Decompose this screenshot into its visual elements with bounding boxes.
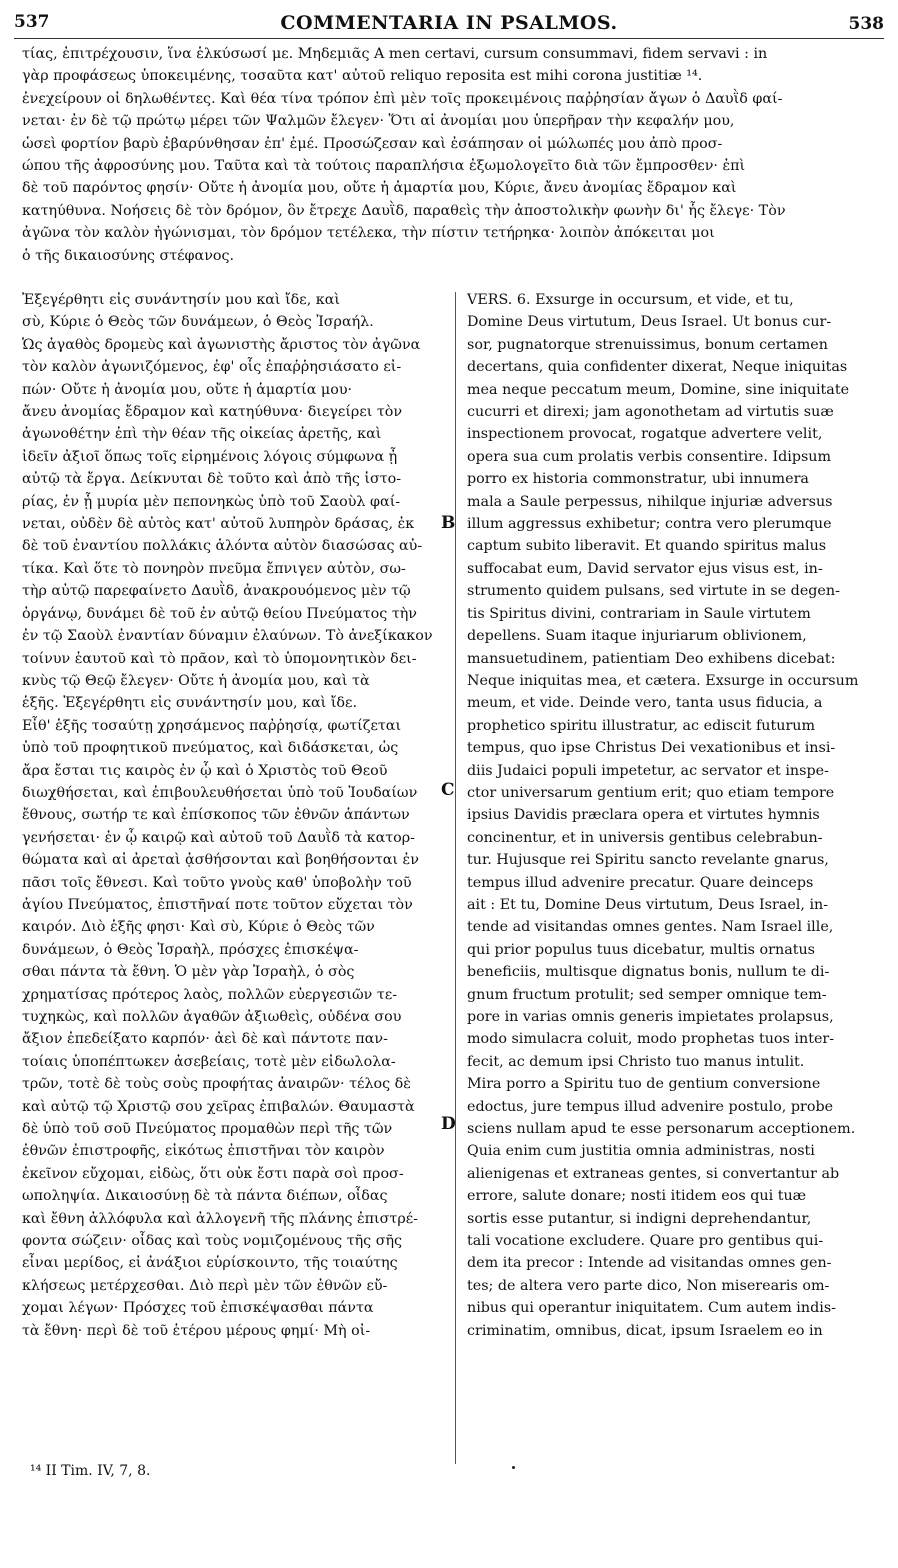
page-header — [14, 10, 884, 39]
greek-text-line: Εἶθ' ἑξῆς τοσαύτῃ χρησάμενος παῤῥησίᾳ, φωτίζεται — [22, 717, 402, 734]
text-line: ώπου τῆς ἀφροσύνης μου. Ταῦτα καὶ τὰ τούτοις παραπλήσια ἐξωμολογεῖτο διὰ τῶν ἔμπροσθεν· ἐπὶ — [22, 158, 746, 175]
latin-text-line: alienigenas et extraneas gentes, si convertantur ab — [467, 1165, 840, 1182]
greek-text-line: δὲ ὑπὸ τοῦ σοῦ Πνεύματος προμαθὼν περὶ τῆς τῶν — [22, 1121, 393, 1138]
running-title: COMMENTARIA IN PSALMOS. — [280, 12, 618, 34]
greek-text-line: ἐν τῷ Σαοὺλ ἐναντίαν δύναμιν ἐλαύνων. Τὸ ἀνεξίκακον — [22, 628, 433, 645]
greek-text-line: χρηματίσας πρότερος λαὸς, πολλῶν εὐεργεσιῶν τε- — [22, 986, 398, 1003]
greek-text-line: ὀργάνῳ, δυνάμει δὲ τοῦ ἐν αὐτῷ θείου Πνεύματος τὴν — [22, 605, 417, 622]
latin-text-line: gnum fructum protulit; sed semper omnique tem- — [467, 986, 827, 1003]
greek-text-line: δυνάμεων, ὁ Θεὸς Ἰσραὴλ, πρόσχες ἐπισκέψα- — [22, 941, 359, 958]
greek-text-line: τίκα. Καὶ ὅτε τὸ πονηρὸν πνεῦμα ἔπνιγεν αὐτὸν, σω- — [22, 560, 406, 577]
latin-text-line: depellens. Suam itaque injuriarum oblivionem, — [467, 628, 807, 645]
latin-text-line: Domine Deus virtutum, Deus Israel. Ut bonus cur- — [467, 314, 832, 331]
greek-text-line: φοντα σώζειν· οἶδας καὶ τοὺς νομιζομένους τῆς σῆς — [22, 1233, 403, 1250]
greek-text-line: εἶναι μερίδος, εἰ ἀνάξιοι εὑρίσκοιντο, τῆς τοιαύτης — [22, 1255, 398, 1272]
top-paragraph — [22, 43, 882, 267]
text-line: ἐνεχείρουν οἱ δηλωθέντες. Καὶ θέα τίνα τρόπον ἐπὶ μὲν τοῖς προκειμένοις παῤῥησίαν ἄγων ὁ Δαυῒδ φαί- — [22, 90, 783, 107]
greek-text-line: τοίαις ὑποπέπτωκεν ἀσεβείαις, τοτὲ μὲν εἰδωλολα- — [22, 1053, 396, 1070]
greek-text-line: ἑξῆς. Ἐξεγέρθητι εἰς συνάντησίν μου, καὶ ἴδε. — [22, 695, 357, 712]
footnote: ¹⁴ II Tim. IV, 7, 8. — [30, 1463, 151, 1479]
greek-text-line: καιρόν. Διὸ ἑξῆς φησι· Καὶ σὺ, Κύριε ὁ Θεὸς τῶν — [22, 919, 375, 936]
latin-text-line: prophetico spiritu illustratur, ac ediscit futurum — [467, 717, 816, 734]
greek-text-line: καὶ ἔθνη ἀλλόφυλα καὶ ἀλλογενῆ τῆς πλάνης ἐπιστρέ- — [22, 1210, 418, 1227]
greek-text-line: τρῶν, τοτὲ δὲ τοὺς σοὺς προφήτας ἀναιρῶν· τέλος δὲ — [22, 1076, 411, 1093]
greek-text-line: ἔθνους, σωτήρ τε καὶ ἐπίσκοπος τῶν ἐθνῶν ἁπάντων — [22, 807, 410, 824]
greek-text-line: διωχθήσεται, καὶ ἐπιβουλευθήσεται ὑπὸ τοῦ Ἰουδαίων — [22, 784, 418, 801]
greek-text-line: ἐκεῖνον εὔχομαι, εἰδὼς, ὅτι οὐκ ἔστι παρὰ σοὶ προσ- — [22, 1165, 404, 1182]
greek-text-line: ἄξιον ἐπεδείξατο καρπόν· ἀεὶ δὲ καὶ πάντοτε παν- — [22, 1031, 388, 1048]
latin-text-line: suffocabat eum, David servator ejus visus est, in- — [467, 560, 823, 577]
text-line: κατηύθυνα. Νοήσεις δὲ τὸν δρόμον, ὃν ἔτρεχε Δαυῒδ, παραθεὶς τὴν ἀποστολικὴν φωνὴν δι' ἧς ἔλεγε· Τὸν — [22, 202, 786, 219]
latin-text-line: meum, et vide. Deinde vero, tanta usus fiducia, a — [467, 695, 823, 712]
latin-text-line: sor, pugnatorque strenuissimus, bonum certamen — [467, 336, 828, 353]
latin-text-line: edoctus, jure tempus illud advenire postulo, probe — [467, 1098, 834, 1115]
latin-text-line: sortis esse putantur, si indigni deprehendantur, — [467, 1210, 812, 1227]
latin-text-line: mala a Saule perpessus, nihilque injuriæ adversus — [467, 493, 833, 510]
latin-text-line: tempus, quo ipse Christus Dei vexationibus et insi- — [467, 740, 836, 757]
greek-text-line: χομαι λέγων· Πρόσχες τοῦ ἐπισκέψασθαι πάντα — [22, 1300, 374, 1317]
latin-text-line: tende ad visitandas omnes gentes. Nam Israel ille, — [467, 919, 834, 936]
latin-text-line: tur. Hujusque rei Spiritu sancto revelante gnarus, — [467, 852, 829, 869]
margin-letter-c: C — [441, 780, 455, 800]
greek-text-line: ἄνευ ἀνομίας ἔδραμον καὶ κατηύθυνα· διεγείρει τὸν — [22, 404, 403, 421]
margin-letter-d: D — [441, 1114, 456, 1134]
page-number-left: 537 — [14, 12, 50, 32]
latin-text-line: pore in varias omnis generis impietates prolapsus, — [467, 1009, 834, 1025]
margin-letter-b: B — [441, 513, 456, 533]
greek-text-line: σὺ, Κύριε ὁ Θεὸς τῶν δυνάμεων, ὁ Θεὸς Ἰσραήλ. — [22, 314, 374, 331]
latin-text-line: tempus illud advenire precatur. Quare deinceps — [467, 874, 814, 891]
latin-text-line: tali vocatione excludere. Quare pro gentibus qui- — [467, 1233, 824, 1250]
latin-text-line: diis Judaici populi impetetur, ac servator et inspe- — [467, 762, 829, 779]
latin-text-line: fecit, ac demum ipsi Christo tuo manus intulit. — [467, 1053, 805, 1070]
latin-text-line: tis Spiritus divini, contrariam in Saule virtutem — [467, 605, 811, 622]
print-speck — [512, 1466, 515, 1469]
latin-text-line: qui prior populus tuus dicebatur, multis ornatus — [467, 941, 816, 958]
text-line: ἀγῶνα τὸν καλὸν ἠγώνισμαι, τὸν δρόμον τετέλεκα, τὴν πίστιν τετήρηκα· λοιπὸν ἀπόκειται μοι — [22, 225, 715, 242]
greek-text-line: νεται, οὐδὲν δὲ αὐτὸς κατ' αὐτοῦ λυπηρὸν δράσας, ἐκ — [22, 516, 415, 533]
latin-text-line: mansuetudinem, patientiam Deo exhibens dicebat: — [467, 650, 836, 667]
latin-text-line: cucurri et direxi; jam agonothetam ad virtutis suæ — [467, 404, 834, 421]
greek-text-line: ωποληψία. Δικαιοσύνῃ δὲ τὰ πάντα διέπων, οἶδας — [22, 1188, 388, 1205]
greek-text-line: κλήσεως μετέρχεσθαι. Διὸ περὶ μὲν τῶν ἐθνῶν εὔ- — [22, 1277, 388, 1294]
greek-text-line: ὑπὸ τοῦ προφητικοῦ πνεύματος, καὶ διδάσκεται, ὡς — [22, 740, 399, 757]
text-line: ὡσεὶ φορτίον βαρὺ ἐβαρύνθησαν ἐπ' ἐμέ. Προσώζεσαν καὶ ἐσάπησαν οἱ μώλωπές μου ἀπὸ προσ- — [22, 135, 723, 152]
latin-text-line: tes; de altera vero parte dico, Non miserearis om- — [467, 1277, 830, 1294]
greek-text-line: κνὺς τῷ Θεῷ ἔλεγεν· Οὔτε ἡ ἀνομία μου, καὶ τὰ — [22, 672, 370, 689]
latin-text-line: captum subito liberavit. Et quando spiritus malus — [467, 538, 827, 555]
greek-text-line: αὐτῷ τὰ ἔργα. Δείκνυται δὲ τοῦτο καὶ ἀπὸ τῆς ἱστο- — [22, 471, 402, 488]
greek-text-line: τὸν καλὸν ἀγωνιζόμενος, ἐφ' οἷς ἐπαῤῥησιάσατο εἰ- — [22, 359, 402, 376]
latin-text-line: nibus qui operantur iniquitatem. Cum autem indis- — [467, 1300, 836, 1317]
latin-text-line: inspectionem provocat, rogatque advertere velit, — [467, 426, 823, 443]
greek-text-line: πών· Οὔτε ἡ ἀνομία μου, οὔτε ἡ ἁμαρτία μου· — [22, 381, 353, 398]
greek-text-line: ἁγίου Πνεύματος, ἐπιστῆναί ποτε τοῦτον εὔχεται τὸν — [22, 896, 413, 913]
latin-text-line: ait : Et tu, Domine Deus virtutum, Deus Israel, in- — [467, 896, 829, 913]
text-line: νεται· ἐν δὲ τῷ πρώτῳ μέρει τῶν Ψαλμῶν ἔλεγεν· Ὅτι αἱ ἀνομίαι μου ὑπερῆραν τὴν κεφαλήν μου, — [22, 113, 735, 130]
latin-text-line: porro ex historia commonstratur, ubi innumera — [467, 471, 809, 488]
text-line: γὰρ προφάσεως ὑποκειμένης, τοσαῦτα κατ' αὐτοῦ reliquo reposita est mihi corona justitiæ ¹⁴. — [22, 68, 703, 85]
greek-text-line: τὰ ἔθνη· περὶ δὲ τοῦ ἑτέρου μέρους φημί· Μὴ οἰ- — [22, 1322, 371, 1339]
greek-text-line: ρίας, ἐν ᾗ μυρία μὲν πεπονηκὼς ὑπὸ τοῦ Σαοὺλ φαί- — [22, 493, 401, 510]
greek-text-line: ἐθνῶν ἐπιστροφῆς, εἰκότως ἐπιστῆναι τὸν καιρὸν — [22, 1143, 385, 1160]
greek-text-line: δὲ τοῦ ἐναντίου πολλάκις ἁλόντα αὐτὸν διασώσας αὐ- — [22, 538, 423, 555]
greek-text-line: Ὡς ἀγαθὸς δρομεὺς καὶ ἀγωνιστὴς ἄριστος τὸν ἀγῶνα — [22, 336, 421, 353]
latin-text-line: ipsius Davidis præclara opera et virtutes hymnis — [467, 807, 820, 824]
latin-text-line: concinentur, et in universis gentibus celebrabun- — [467, 829, 823, 846]
page-number-right: 538 — [848, 14, 884, 34]
latin-text-line: mea neque peccatum meum, Domine, sine iniquitate — [467, 381, 850, 398]
latin-text-line: ctor universarum gentium erit; quo etiam tempore — [467, 784, 835, 801]
latin-text-line: strumento quidem pulsans, sed virtute in se degen- — [467, 583, 840, 600]
latin-text-line: criminatim, omnibus, dicat, ipsum Israelem eo in — [467, 1322, 823, 1339]
latin-text-line: beneficiis, multisque dignatus bonis, nullum te di- — [467, 964, 830, 981]
greek-text-line: ἄρα ἔσται τις καιρὸς ἐν ᾧ καὶ ὁ Χριστὸς τοῦ Θεοῦ — [22, 762, 388, 779]
text-line: ὁ τῆς δικαιοσύνης στέφανος. — [22, 247, 235, 264]
greek-text-line: καὶ αὐτῷ τῷ Χριστῷ σου χεῖρας ἐπιβαλών. Θαυμαστὰ — [22, 1098, 415, 1115]
greek-text-line: πᾶσι τοῖς ἔθνεσι. Καὶ τοῦτο γνοὺς καθ' ὑποβολὴν τοῦ — [22, 874, 412, 891]
latin-text-line: Mira porro a Spiritu tuo de gentium conversione — [467, 1076, 821, 1093]
text-line: δὲ τοῦ παρόντος φησίν· Οὔτε ἡ ἀνομία μου, οὔτε ἡ ἁμαρτία μου, Κύριε, ἄνευ ἀνομίας ἔδραμον καὶ — [22, 180, 737, 197]
latin-text-line: decertans, quia confidenter dixerat, Neque iniquitas — [467, 359, 848, 376]
latin-text-line: opera sua cum prolatis verbis consentire. Idipsum — [467, 448, 832, 465]
latin-text-line: errore, salute donare; nosti itidem eos qui tuæ — [467, 1188, 807, 1205]
greek-text-line: τὴρ αὐτῷ παρεφαίνετο Δαυῒδ, ἀνακρουόμενος μὲν τῷ — [22, 583, 411, 600]
greek-text-line: σθαι πάντα τὰ ἔθνη. Ὁ μὲν γὰρ Ἰσραὴλ, ὁ σὸς — [22, 964, 355, 981]
latin-text-line: sciens nullam apud te esse personarum acceptionem. — [467, 1121, 856, 1138]
greek-text-line: Ἐξεγέρθητι εἰς συνάντησίν μου καὶ ἴδε, καὶ — [22, 292, 340, 308]
latin-text-line: dem ita precor : Intende ad visitandas omnes gen- — [467, 1255, 832, 1272]
latin-text-line: Neque iniquitas mea, et cætera. Exsurge in occursum — [467, 672, 859, 689]
text-line: τίας, ἐπιτρέχουσιν, ἵνα ἑλκύσωσί με. Μηδεμιᾶς A men certavi, cursum consummavi, fidem servavi : in — [22, 46, 768, 62]
latin-text-line: Quia enim cum justitia omnia administras, nosti — [467, 1143, 815, 1160]
greek-text-line: θώματα καὶ αἱ ἀρεταὶ ᾀσθήσονται καὶ βοηθήσονται ἐν — [22, 852, 419, 869]
column-separator — [455, 292, 456, 1464]
latin-column — [467, 289, 880, 1342]
greek-text-line: τυχηκὼς, καὶ πολλῶν ἀγαθῶν ἀξιωθεὶς, οὐδένα σου — [22, 1009, 402, 1025]
greek-text-line: γενήσεται· ἐν ᾧ καιρῷ καὶ αὐτοῦ τοῦ Δαυῒδ τὰ κατορ- — [22, 829, 416, 846]
greek-text-line: τοίνυν ἑαυτοῦ καὶ τὸ πρᾶον, καὶ τὸ ὑπομονητικὸν δει- — [22, 650, 417, 667]
latin-text-line: modo simulacra coluit, modo prophetas tuos inter- — [467, 1031, 835, 1048]
greek-text-line: ἀγωνοθέτην ἐπὶ τὴν θέαν τῆς οἰκείας ἀρετῆς, καὶ — [22, 426, 382, 443]
latin-text-line: VERS. 6. Exsurge in occursum, et vide, et tu, — [467, 292, 794, 308]
greek-column — [22, 289, 442, 1342]
greek-text-line: ἰδεῖν ἀξιοῖ ὅπως τοῖς εἰρημένοις λόγοις σύμφωνα ᾖ — [22, 448, 398, 465]
latin-text-line: illum aggressus exhibetur; contra vero plerumque — [467, 516, 832, 533]
